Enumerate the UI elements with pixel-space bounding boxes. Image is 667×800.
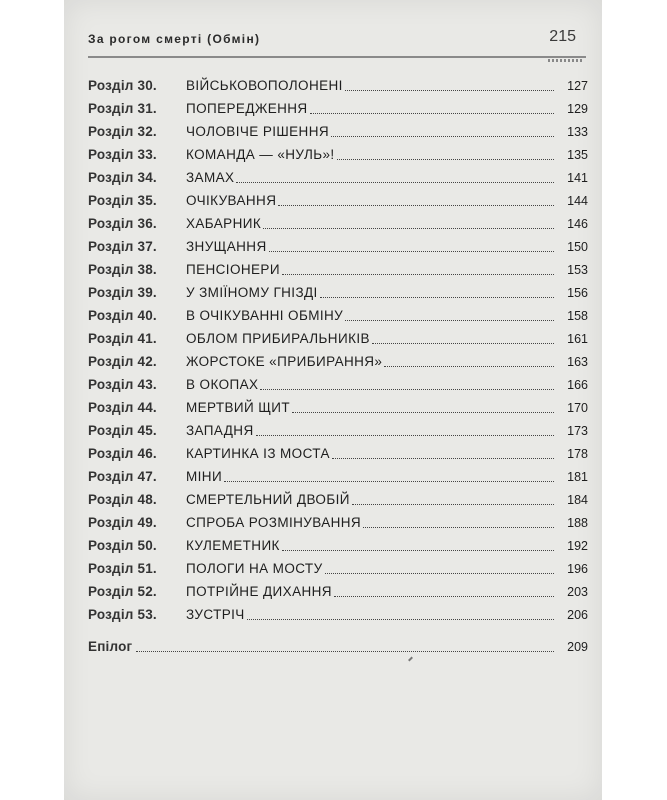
- toc-row: [88, 300, 588, 323]
- dot-leader: [269, 248, 554, 252]
- chapter-page: 156: [567, 286, 588, 300]
- chapter-title: ВІЙСЬКОВОПОЛОНЕНІ: [186, 78, 343, 93]
- dot-leader: [236, 179, 554, 183]
- chapter-page: 150: [567, 240, 588, 254]
- chapter-label: Розділ 37.: [88, 239, 157, 254]
- chapter-page: 192: [567, 539, 588, 553]
- dot-leader: [263, 225, 554, 229]
- chapter-title: ЗНУЩАННЯ: [186, 239, 267, 254]
- chapter-page: 158: [567, 309, 588, 323]
- chapter-title: В ОКОПАХ: [186, 377, 259, 392]
- chapter-title: ЧОЛОВІЧЕ РІШЕННЯ: [186, 124, 329, 139]
- chapter-label: Розділ 51.: [88, 561, 157, 576]
- chapter-label: Розділ 33.: [88, 147, 157, 162]
- chapter-page: 170: [567, 401, 588, 415]
- dot-leader: [256, 432, 554, 436]
- chapter-title: ЖОРСТОКЕ «ПРИБИРАННЯ»: [186, 354, 383, 369]
- chapter-label: Розділ 45.: [88, 423, 157, 438]
- chapter-page: 153: [567, 263, 588, 277]
- dot-leader: [320, 294, 554, 298]
- chapter-title: ПЕНСІОНЕРИ: [186, 262, 280, 277]
- dot-leader: [278, 202, 554, 206]
- chapter-page: 141: [567, 171, 588, 185]
- dot-leader: [136, 648, 554, 652]
- toc-row: [88, 438, 588, 461]
- chapter-title: ЗУСТРІЧ: [186, 607, 245, 622]
- chapter-page: 178: [567, 447, 588, 461]
- chapter-title: СМЕРТЕЛЬНИЙ ДВОБІЙ: [186, 492, 350, 507]
- toc-row: [88, 254, 588, 277]
- toc-row: [88, 507, 588, 530]
- chapter-page: 144: [567, 194, 588, 208]
- dot-leader: [384, 363, 554, 367]
- chapter-page: 196: [567, 562, 588, 576]
- chapter-label: Розділ 39.: [88, 285, 157, 300]
- chapter-label: Розділ 36.: [88, 216, 157, 231]
- chapter-title: ОЧІКУВАННЯ: [186, 193, 277, 208]
- dot-leader: [337, 156, 554, 160]
- toc-row: [88, 231, 588, 254]
- toc-row: [88, 415, 588, 438]
- chapter-label: Розділ 44.: [88, 400, 157, 415]
- chapter-title: ПОПЕРЕДЖЕННЯ: [186, 101, 308, 116]
- dot-leader: [260, 386, 554, 390]
- header-rule-ornament: [548, 59, 582, 62]
- chapter-page: 135: [567, 148, 588, 162]
- chapter-label: Розділ 30.: [88, 78, 157, 93]
- page-number: 215: [549, 28, 576, 45]
- running-title: За рогом смерті (Обмін): [88, 32, 261, 46]
- chapter-title: ПОТРІЙНЕ ДИХАННЯ: [186, 584, 332, 599]
- dot-leader: [334, 593, 554, 597]
- chapter-title: КОМАНДА — «НУЛЬ»!: [186, 147, 335, 162]
- chapter-label: Розділ 53.: [88, 607, 157, 622]
- dot-leader: [372, 340, 554, 344]
- toc-row: [88, 461, 588, 484]
- chapter-label: Розділ 38.: [88, 262, 157, 277]
- chapter-label: Розділ 43.: [88, 377, 157, 392]
- chapter-label: Розділ 46.: [88, 446, 157, 461]
- chapter-title: ХАБАРНИК: [186, 216, 262, 231]
- chapter-page: 161: [567, 332, 588, 346]
- chapter-label: Розділ 32.: [88, 124, 157, 139]
- epilogue-label: Епілог: [88, 639, 133, 654]
- chapter-title: ОБЛОМ ПРИБИРАЛЬНИКІВ: [186, 331, 370, 346]
- chapter-page: 133: [567, 125, 588, 139]
- toc-row-epilogue: [88, 631, 588, 654]
- toc-row: [88, 323, 588, 346]
- chapter-label: Розділ 42.: [88, 354, 157, 369]
- chapter-label: Розділ 49.: [88, 515, 157, 530]
- chapter-title: КУЛЕМЕТНИК: [186, 538, 280, 553]
- chapter-title: МІНИ: [186, 469, 223, 484]
- chapter-label: Розділ 48.: [88, 492, 157, 507]
- dot-leader: [345, 317, 554, 321]
- dot-leader: [331, 133, 554, 137]
- toc-row: [88, 553, 588, 576]
- toc-row: [88, 185, 588, 208]
- toc-row: [88, 530, 588, 553]
- dot-leader: [282, 271, 554, 275]
- toc-row: [88, 369, 588, 392]
- chapter-title: КАРТИНКА ІЗ МОСТА: [186, 446, 330, 461]
- dot-leader: [345, 87, 554, 91]
- toc-row: [88, 162, 588, 185]
- toc-row: [88, 392, 588, 415]
- chapter-title: В ОЧІКУВАННІ ОБМІНУ: [186, 308, 344, 323]
- epilogue-page: 209: [567, 640, 588, 654]
- chapter-page: 127: [567, 79, 588, 93]
- chapter-page: 129: [567, 102, 588, 116]
- dot-leader: [247, 616, 554, 620]
- chapter-page: 173: [567, 424, 588, 438]
- chapter-page: 203: [567, 585, 588, 599]
- dot-leader: [224, 478, 554, 482]
- toc-row: [88, 70, 588, 93]
- toc-row: [88, 116, 588, 139]
- chapter-page: 181: [567, 470, 588, 484]
- chapter-title: У ЗМІЇНОМУ ГНІЗДІ: [186, 285, 318, 300]
- dot-leader: [352, 501, 554, 505]
- toc-row: [88, 576, 588, 599]
- toc-row: [88, 93, 588, 116]
- toc-row: [88, 599, 588, 622]
- book-page: [64, 0, 602, 800]
- toc-row: [88, 139, 588, 162]
- toc-row: [88, 277, 588, 300]
- chapter-page: 166: [567, 378, 588, 392]
- pencil-mark: [408, 657, 413, 662]
- running-header: [88, 26, 586, 58]
- chapter-title: СПРОБА РОЗМІНУВАННЯ: [186, 515, 362, 530]
- chapter-title: ЗАМАХ: [186, 170, 235, 185]
- chapter-page: 146: [567, 217, 588, 231]
- dot-leader: [325, 570, 554, 574]
- chapter-page: 163: [567, 355, 588, 369]
- chapter-label: Розділ 35.: [88, 193, 157, 208]
- chapter-page: 184: [567, 493, 588, 507]
- dot-leader: [363, 524, 554, 528]
- chapter-page: 206: [567, 608, 588, 622]
- chapter-label: Розділ 31.: [88, 101, 157, 116]
- chapter-label: Розділ 40.: [88, 308, 157, 323]
- chapter-label: Розділ 47.: [88, 469, 157, 484]
- toc-row: [88, 208, 588, 231]
- toc-row: [88, 484, 588, 507]
- chapter-title: ПОЛОГИ НА МОСТУ: [186, 561, 323, 576]
- chapter-page: 188: [567, 516, 588, 530]
- dot-leader: [332, 455, 554, 459]
- chapter-label: Розділ 52.: [88, 584, 157, 599]
- dot-leader: [282, 547, 554, 551]
- chapter-label: Розділ 50.: [88, 538, 157, 553]
- dot-leader: [310, 110, 554, 114]
- toc-row: [88, 346, 588, 369]
- chapter-title: ЗАПАДНЯ: [186, 423, 254, 438]
- table-of-contents: [88, 70, 588, 654]
- chapter-label: Розділ 41.: [88, 331, 157, 346]
- dot-leader: [292, 409, 554, 413]
- chapter-label: Розділ 34.: [88, 170, 157, 185]
- chapter-title: МЕРТВИЙ ЩИТ: [186, 400, 291, 415]
